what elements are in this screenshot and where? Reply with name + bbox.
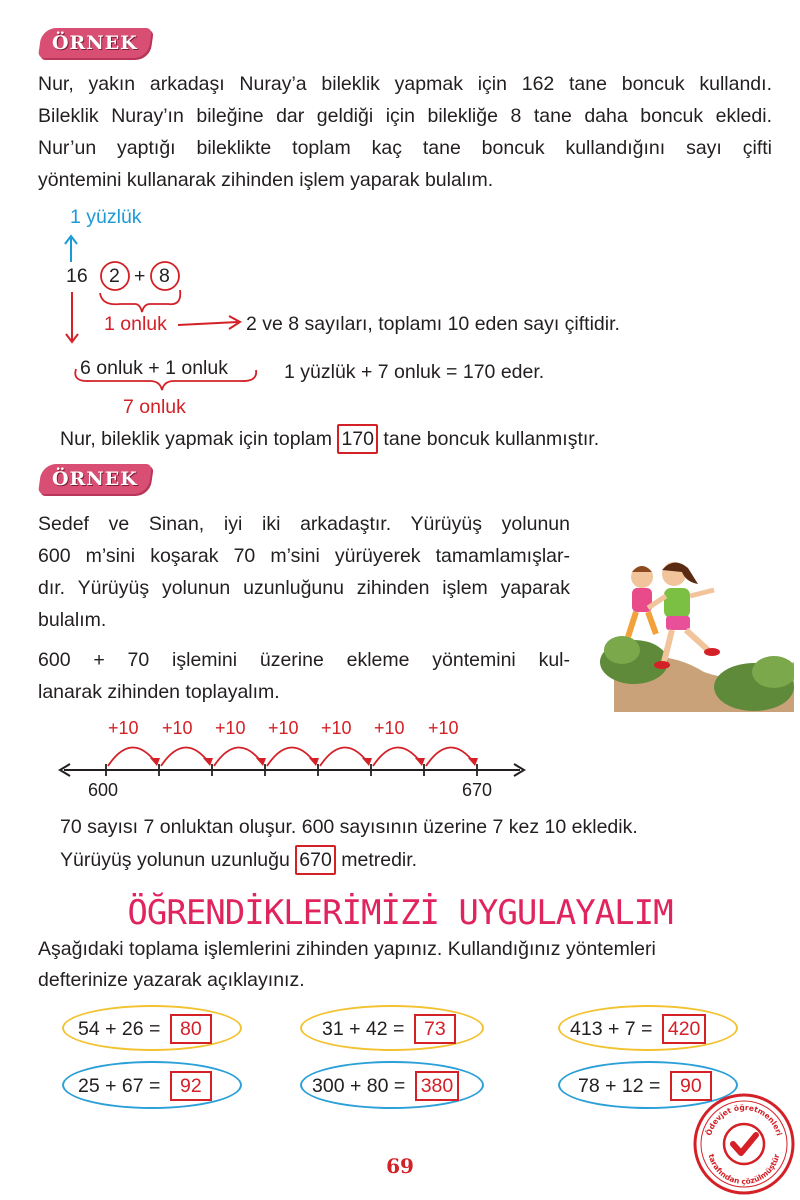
conclusion-text: Nur, bileklik yapmak için toplam <box>60 428 333 450</box>
answer-box: 170 <box>337 424 378 454</box>
text-line: Nur, yakın arkadaşı Nuray’a bileklik yapmak için 162 tane boncuk kullandı. <box>38 73 772 95</box>
text-line: Aşağıdaki toplama işlemlerini zihinden yapınız. Kullandığınız yöntemleri <box>38 938 656 960</box>
example1-conclusion <box>60 424 599 454</box>
example-badge: ÖRNEK <box>38 28 152 58</box>
text-line: Sedef ve Sinan, iyi iki arkadaştır. Yürüyüş yolunun <box>38 513 570 535</box>
example2-text-method <box>38 644 570 708</box>
conclusion-text: Yürüyüş yolunun uzunluğu <box>60 849 290 871</box>
solved-stamp <box>692 1092 796 1196</box>
text-line: Nur’un yaptığı bileklikte toplam kaç tane boncuk kullandığını sayı çifti <box>38 137 772 159</box>
jump-label: +10 <box>162 718 193 738</box>
text-line: 600 + 70 işlemini üzerine ekleme yöntemini kul- <box>38 649 570 671</box>
practice-problem <box>322 1014 456 1044</box>
text-line: bulalım. <box>38 609 107 631</box>
example2-explanation: 70 sayısı 7 onluktan oluşur. 600 sayısının üzerine 7 kez 10 ekledik. <box>60 816 638 838</box>
practice-problem <box>570 1014 706 1044</box>
example2-text <box>38 508 570 636</box>
jump-label: +10 <box>321 718 352 738</box>
problem-expression: 31 + 42 = <box>322 1018 405 1040</box>
jump-label: +10 <box>215 718 246 738</box>
jump-label: +10 <box>428 718 459 738</box>
answer-box: 380 <box>415 1071 460 1101</box>
number-line <box>0 700 800 810</box>
practice-problem <box>312 1071 459 1101</box>
hundreds-label: 1 yüzlük <box>70 206 142 228</box>
answer-box: 420 <box>662 1014 707 1044</box>
plus-sign: + <box>134 265 146 287</box>
problem-expression: 78 + 12 = <box>578 1075 661 1097</box>
conclusion-text: tane boncuk kullanmıştır. <box>383 428 600 450</box>
tens-label: 1 onluk <box>104 313 167 335</box>
problem-expression: 25 + 67 = <box>78 1075 161 1097</box>
problem-expression: 413 + 7 = <box>570 1018 653 1040</box>
tens-result: 7 onluk <box>123 396 186 418</box>
example2-conclusion <box>60 845 417 875</box>
pair-note: 2 ve 8 sayıları, toplamı 10 eden sayı çiftidir. <box>246 313 620 335</box>
answer-box: 80 <box>170 1014 212 1044</box>
pair-diagram-arrows <box>0 0 800 460</box>
problem-expression: 54 + 26 = <box>78 1018 161 1040</box>
stamp-bottom-text: tarafından çözülmüştür <box>706 1153 782 1187</box>
page-number: 69 <box>386 1154 414 1178</box>
final-note: 1 yüzlük + 7 onluk = 170 eder. <box>284 361 545 383</box>
text-line: yöntemini kullanarak zihinden işlem yaparak bulalım. <box>38 169 494 191</box>
answer-box: 73 <box>414 1014 456 1044</box>
practice-problem <box>78 1071 212 1101</box>
stamp-top-text: Ödevjet öğretmenleri <box>704 1102 784 1137</box>
practice-instructions <box>38 934 778 996</box>
conclusion-text: metredir. <box>341 849 418 871</box>
number-line-start: 600 <box>88 780 119 800</box>
example-badge: ÖRNEK <box>38 464 152 494</box>
number-line-end: 670 <box>462 780 493 800</box>
text-line: 600 m’sini koşarak 70 m’sini yürüyerek tamamlamışlar- <box>38 545 570 567</box>
text-line: defterinize yazarak açıklayınız. <box>38 969 305 991</box>
digit-eight: 8 <box>159 265 170 287</box>
running-children-illustration <box>594 512 794 712</box>
text-line: dır. Yürüyüş yolunun uzunluğunu zihinden işlem yaparak <box>38 577 570 599</box>
digit-two: 2 <box>109 265 120 287</box>
text-line: Bileklik Nuray’ın bileğine dar geldiği için bilekliğe 8 tane daha boncuk ekledi. <box>38 105 772 127</box>
jump-label: +10 <box>108 718 139 738</box>
problem-expression: 300 + 80 = <box>312 1075 406 1097</box>
text-line: lanarak zihinden toplayalım. <box>38 681 280 703</box>
jump-label: +10 <box>268 718 299 738</box>
jump-label: +10 <box>374 718 405 738</box>
answer-box: 90 <box>670 1071 712 1101</box>
tens-sum: 6 onluk + 1 onluk <box>80 357 228 379</box>
practice-problem <box>78 1014 212 1044</box>
practice-title: ÖĞRENDİKLERİMİZİ UYGULAYALIM <box>127 893 673 933</box>
answer-box: 670 <box>295 845 336 875</box>
number-prefix: 16 <box>66 265 88 287</box>
answer-box: 92 <box>170 1071 212 1101</box>
